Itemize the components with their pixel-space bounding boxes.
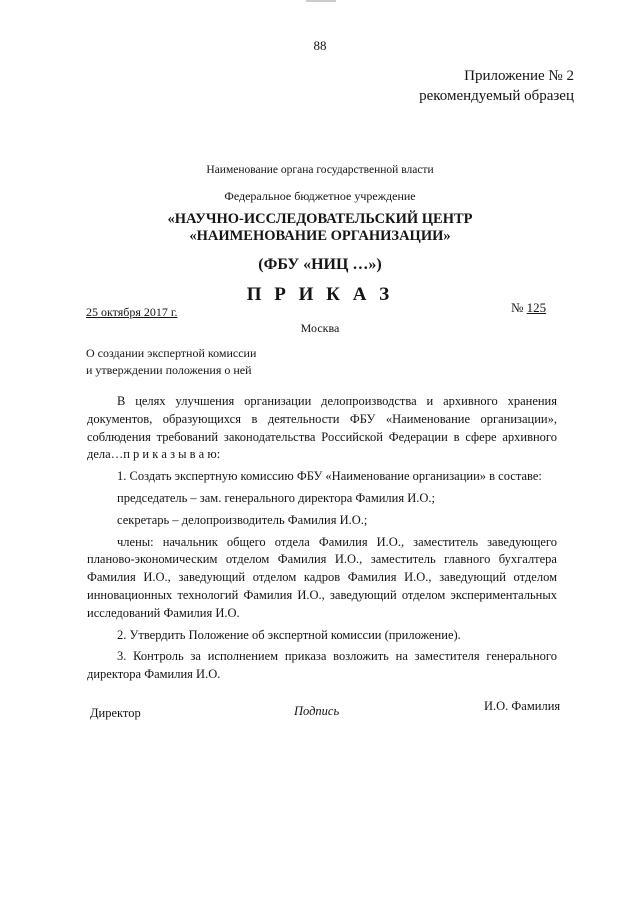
order-city: Москва [300, 321, 340, 335]
institution-name-line1: «НАУЧНО-ИССЛЕДОВАТЕЛЬСКИЙ ЦЕНТР [167, 211, 473, 227]
subject-line1: О создании экспертной комиссии [86, 346, 257, 360]
institution-name [0, 211, 640, 245]
order-number [511, 300, 546, 316]
signatory-role: Директор [90, 706, 141, 720]
order-subject [86, 345, 256, 379]
order-number-value: 125 [526, 300, 547, 315]
document-title: П Р И К А З [246, 284, 394, 305]
item-3: 3. Контроль за исполнением приказа возложить на заместителя генерального директора Фамилия И.О. [87, 649, 557, 682]
intro-paragraph: В целях улучшения организации делопроизводства и архивного хранения документов, образующихся в деятельности ФБУ «Наименование организации», соблюдения требований законодательства Российской Федерации в сфере архивного дела…п р и к а з ы в а ю: [87, 394, 557, 462]
secretary-line: секретарь – делопроизводитель Фамилия И.О.; [117, 512, 368, 527]
appendix-sample-label: рекомендуемый образец [419, 88, 574, 104]
members-paragraph: члены: начальник общего отдела Фамилия И.О., заместитель заведующего планово-экономическим отделом Фамилия И.О., заместитель главного бухгалтера Фамилия И.О., заведующий отделом кадров Фамилия И.О., заведующий отделом инновационных технологий Фамилия И.О., заведующий отделом экспериментальных исследований Фамилия И.О. [87, 534, 557, 620]
chairman-line: председатель – зам. генерального директора Фамилия И.О.; [117, 490, 435, 505]
order-date: 25 октября 2017 г. [86, 305, 178, 319]
item-2: 2. Утвердить Положение об экспертной комиссии (приложение). [117, 627, 461, 642]
institution-abbreviation: (ФБУ «НИЦ …») [258, 256, 382, 273]
subject-line2: и утверждении положения о ней [86, 363, 252, 377]
order-number-prefix: № [511, 300, 527, 315]
item-1: 1. Создать экспертную комиссию ФБУ «Наименование организации» в составе: [117, 469, 542, 484]
institution-type: Федеральное бюджетное учреждение [224, 189, 416, 203]
scan-edge-mark [306, 0, 336, 2]
page-number: 88 [313, 38, 327, 53]
appendix-note [419, 66, 574, 106]
institution-name-line2: «НАИМЕНОВАНИЕ ОРГАНИЗАЦИИ» [189, 228, 451, 244]
order-body [87, 393, 557, 684]
appendix-number: Приложение № 2 [464, 68, 574, 84]
authority-name-label: Наименование органа государственной власти [206, 164, 434, 176]
signature-placeholder: Подпись [294, 704, 340, 718]
signatory-name: И.О. Фамилия [484, 699, 561, 713]
